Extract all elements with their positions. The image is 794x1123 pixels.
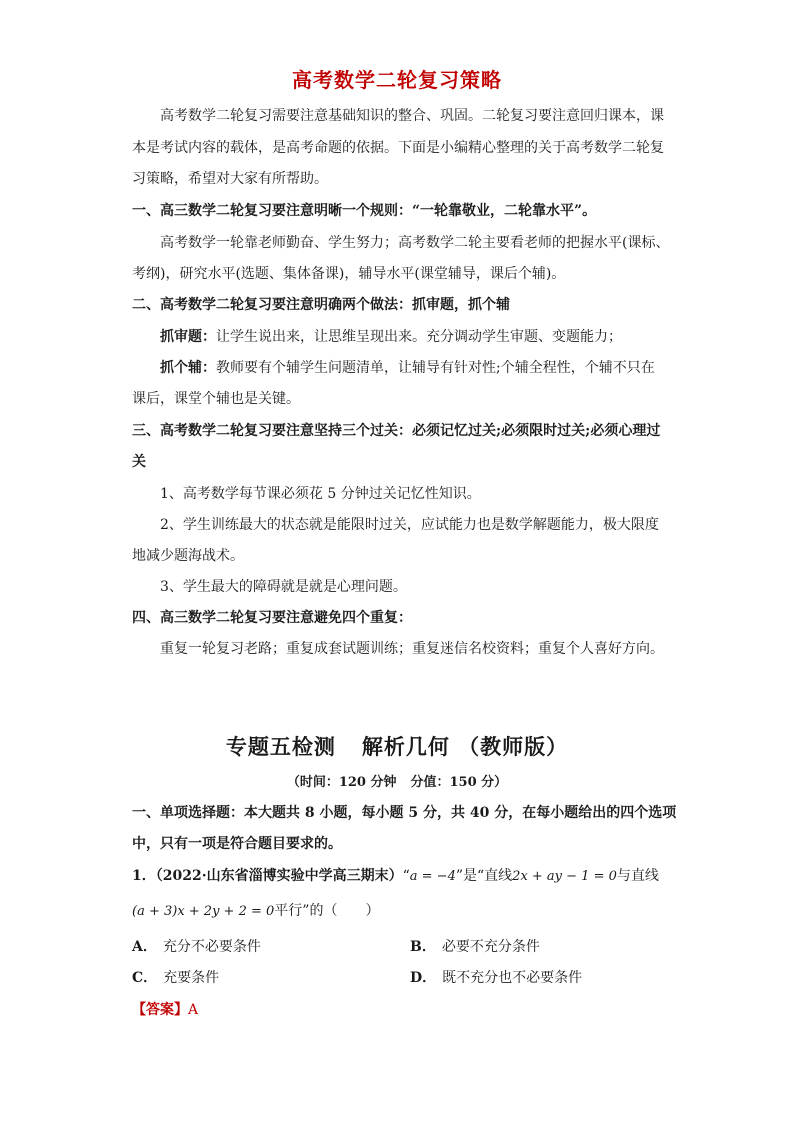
section-2-heading: 二、高考数学二轮复习要注意明确两个做法：抓审题，抓个辅 bbox=[132, 297, 510, 313]
section-2-para-2 bbox=[160, 358, 655, 378]
section-3-item-3: 3、学生最大的障碍就是就是心理问题。 bbox=[160, 579, 407, 595]
section-2-para-2-label: 抓个辅： bbox=[160, 360, 216, 376]
section-4-heading: 四、高三数学二轮复习要注意避免四个重复： bbox=[132, 610, 412, 626]
option-a-text: 充分不必要条件 bbox=[162, 939, 261, 955]
option-a-label: A． bbox=[132, 939, 157, 955]
question-1-line-1 bbox=[132, 866, 659, 887]
section-1-line-1: 高考数学一轮靠老师勤奋、学生努力；高考数学二轮主要看老师的把握水平(课标、 bbox=[160, 235, 670, 251]
section-3-heading-line-1: 三、高考数学二轮复习要注意坚持三个过关：必须记忆过关;必须限时过关;必须心理过 bbox=[132, 423, 661, 439]
option-d bbox=[410, 968, 582, 988]
exam-title bbox=[0, 731, 794, 761]
strategy-title: 高考数学二轮复习策略 bbox=[292, 68, 502, 92]
section-instructions-line-1: 一、单项选择题：本大题共 8 小题，每小题 5 分，共 40 分，在每小题给出的四个选项 bbox=[132, 805, 677, 821]
section-1-line-2: 考纲)，研究水平(选题、集体备课)，辅导水平(课堂辅导，课后个辅)。 bbox=[132, 266, 566, 282]
answer-tag: 【答案】 bbox=[132, 1002, 188, 1018]
section-instructions-line-2: 中，只有一项是符合题目要求的。 bbox=[132, 836, 342, 852]
section-4-text: 重复一轮复习老路；重复成套试题训练；重复迷信名校资料；重复个人喜好方向。 bbox=[160, 641, 664, 657]
section-2-para-1 bbox=[160, 327, 622, 347]
option-a bbox=[132, 937, 261, 957]
option-d-text: 既不充分也不必要条件 bbox=[442, 970, 583, 986]
section-3-item-1: 1、高考数学每节课必须花 5 分钟过关记忆性知识。 bbox=[160, 486, 481, 502]
question-1-line-eq-1: 2x + ay − 1 = 0 bbox=[512, 869, 617, 884]
option-b bbox=[410, 937, 540, 957]
exam-title-part-2: 解析几何 bbox=[361, 734, 450, 759]
intro-line-2: 本是考试内容的载体，是高考命题的依据。下面是小编精心整理的关于高考数学二轮复 bbox=[132, 140, 664, 156]
question-1-line-2 bbox=[132, 901, 379, 922]
exam-score: 分值：150 分） bbox=[410, 775, 508, 790]
section-3-heading-line-2: 关 bbox=[132, 454, 146, 470]
intro-line-1: 高考数学二轮复习需要注意基础知识的整合、巩固。二轮复习要注意回归课本，课 bbox=[160, 108, 664, 124]
option-c bbox=[132, 968, 219, 988]
section-3-item-2-line-1: 2、学生训练最大的状态就是能限时过关，应试能力也是数学解题能力，极大限度 bbox=[160, 517, 659, 533]
exam-title-part-1: 专题五检测 bbox=[225, 734, 336, 759]
exam-meta bbox=[0, 771, 794, 790]
answer bbox=[132, 999, 198, 1019]
exam-title-part-3: （教师版） bbox=[458, 734, 569, 759]
option-c-text: 充要条件 bbox=[163, 970, 220, 986]
option-b-text: 必要不充分条件 bbox=[441, 939, 540, 955]
question-1-condition: a = −4 bbox=[409, 869, 456, 884]
question-1-number: 1． bbox=[132, 868, 156, 884]
option-c-label: C． bbox=[132, 970, 158, 986]
option-d-label: D． bbox=[410, 970, 437, 986]
question-1-tail: 平行”的（ ） bbox=[274, 903, 380, 919]
section-1-heading: 一、高三数学二轮复习要注意明晰一个规则：“一轮靠敬业，二轮靠水平”。 bbox=[132, 203, 597, 219]
section-2-para-2-text: 教师要有个辅学生问题清单，让辅导有针对性;个辅全程性，个辅不只在 bbox=[216, 360, 655, 376]
exam-time: （时间：120 分钟 bbox=[286, 775, 397, 790]
question-1-with: 与直线 bbox=[616, 868, 659, 884]
question-1-line-eq-2: (a + 3)x + 2y + 2 = 0 bbox=[132, 904, 275, 919]
section-2-para-1-label: 抓审题： bbox=[160, 329, 216, 345]
answer-value: A bbox=[188, 1002, 199, 1018]
section-3-item-2-line-2: 地减少题海战术。 bbox=[132, 548, 244, 564]
question-1-source: （2022·山东省淄博实验中学高三期末） bbox=[155, 868, 403, 884]
question-1-mid: ”是“直线 bbox=[455, 868, 513, 884]
section-2-para-2-cont: 课后，课堂个辅也是关键。 bbox=[132, 391, 300, 407]
intro-line-3: 习策略，希望对大家有所帮助。 bbox=[132, 171, 328, 187]
question-1-open-quote: “ bbox=[402, 868, 410, 884]
option-b-label: B． bbox=[410, 939, 436, 955]
section-2-para-1-text: 让学生说出来，让思维呈现出来。充分调动学生审题、变题能力； bbox=[216, 329, 622, 345]
